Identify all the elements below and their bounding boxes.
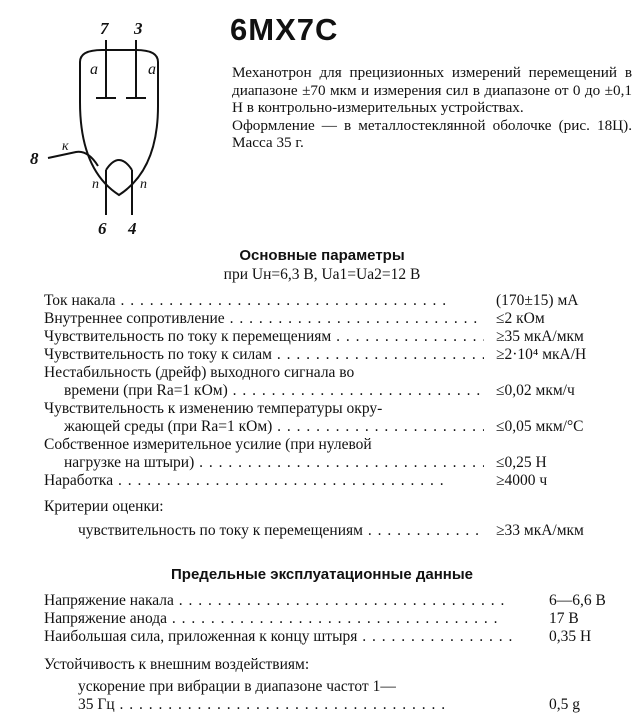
param-label: Внутреннее сопротивление . . [44,310,484,328]
limit-value: 0,35 Н [549,628,592,645]
limit-label: Напряжение анода . . [44,610,514,628]
param-value: ≤0,02 мкм/ч [496,382,575,399]
limits-heading: Предельные эксплуатационные данные [171,566,473,583]
param-value: (170±15) мА [496,292,579,309]
criteria-row-label: чувствительность по току к перемещениям . . [78,522,484,540]
limit-label: Наибольшая сила, приложенная к концу штыря . . [44,628,514,646]
param-value: ≥4000 ч [496,472,548,489]
param-label: жающей среды (при Ra=1 кОм) . . [64,418,484,436]
pin-label-6: 6 [98,219,107,238]
stability-row-label2: 35 Гц . . [78,696,514,714]
param-value: ≤0,05 мкм/°С [496,418,584,435]
stability-row-label: ускорение при вибрации в диапазоне частот 1— [78,678,396,695]
tube-pinout-diagram [18,10,228,240]
heater-label-right: п [140,177,147,192]
pin-label-3: 3 [134,19,143,38]
param-label: Чувствительность к изменению температуры окру- [44,400,383,417]
limit-value: 6—6,6 В [549,592,606,609]
anode-label-left: a [90,61,98,78]
param-label: Чувствительность по току к силам . . [44,346,484,364]
param-label: времени (при Ra=1 кОм) . . [64,382,484,400]
param-label: Чувствительность по току к перемещениям . . [44,328,484,346]
limit-label: Напряжение накала . . [44,592,514,610]
param-label: Нестабильность (дрейф) выходного сигнала во [44,364,355,381]
stability-label: Устойчивость к внешним воздействиям: [44,656,310,673]
param-label: Наработка . . [44,472,484,490]
description-paragraph: Оформление — в металлостеклянной оболочке (рис. 18Ц). Масса 35 г. [232,116,632,151]
main-params-conditions: при Uн=6,3 В, Ua1=Ua2=12 В [223,266,421,283]
criteria-row-value: ≥33 мкА/мкм [496,522,584,539]
heater-arc [106,160,132,170]
criteria-label: Критерии оценки: [44,498,164,515]
tube-description [232,64,632,152]
param-label: Ток накала . . [44,292,484,310]
pin-label-4: 4 [128,219,137,238]
anode-label-right: a [148,61,156,78]
param-value: ≤2 кОм [496,310,545,327]
param-value: ≤0,25 Н [496,454,547,471]
description-paragraph: Механотрон для прецизионных измерений перемещений в диапазоне ±70 мкм и измерения сил в диапазоне от 0 до ±0,1 Н в контрольно-измерительных устройствах. [232,64,632,116]
param-label: Собственное измерительное усилие (при нулевой [44,436,372,453]
param-label: нагрузке на штыри) . . [64,454,484,472]
pin-label-7: 7 [100,19,109,38]
param-value: ≥2·10⁴ мкА/Н [496,346,587,363]
pin-label-8: 8 [30,149,39,168]
heater-label-left: п [92,177,99,192]
limit-value: 17 В [549,610,579,627]
cathode-label: к [62,139,69,154]
param-value: ≥35 мкА/мкм [496,328,584,345]
stability-row-value: 0,5 g [549,696,580,713]
main-params-heading: Основные параметры [239,247,405,264]
tube-type-title: 6МХ7С [230,12,339,47]
